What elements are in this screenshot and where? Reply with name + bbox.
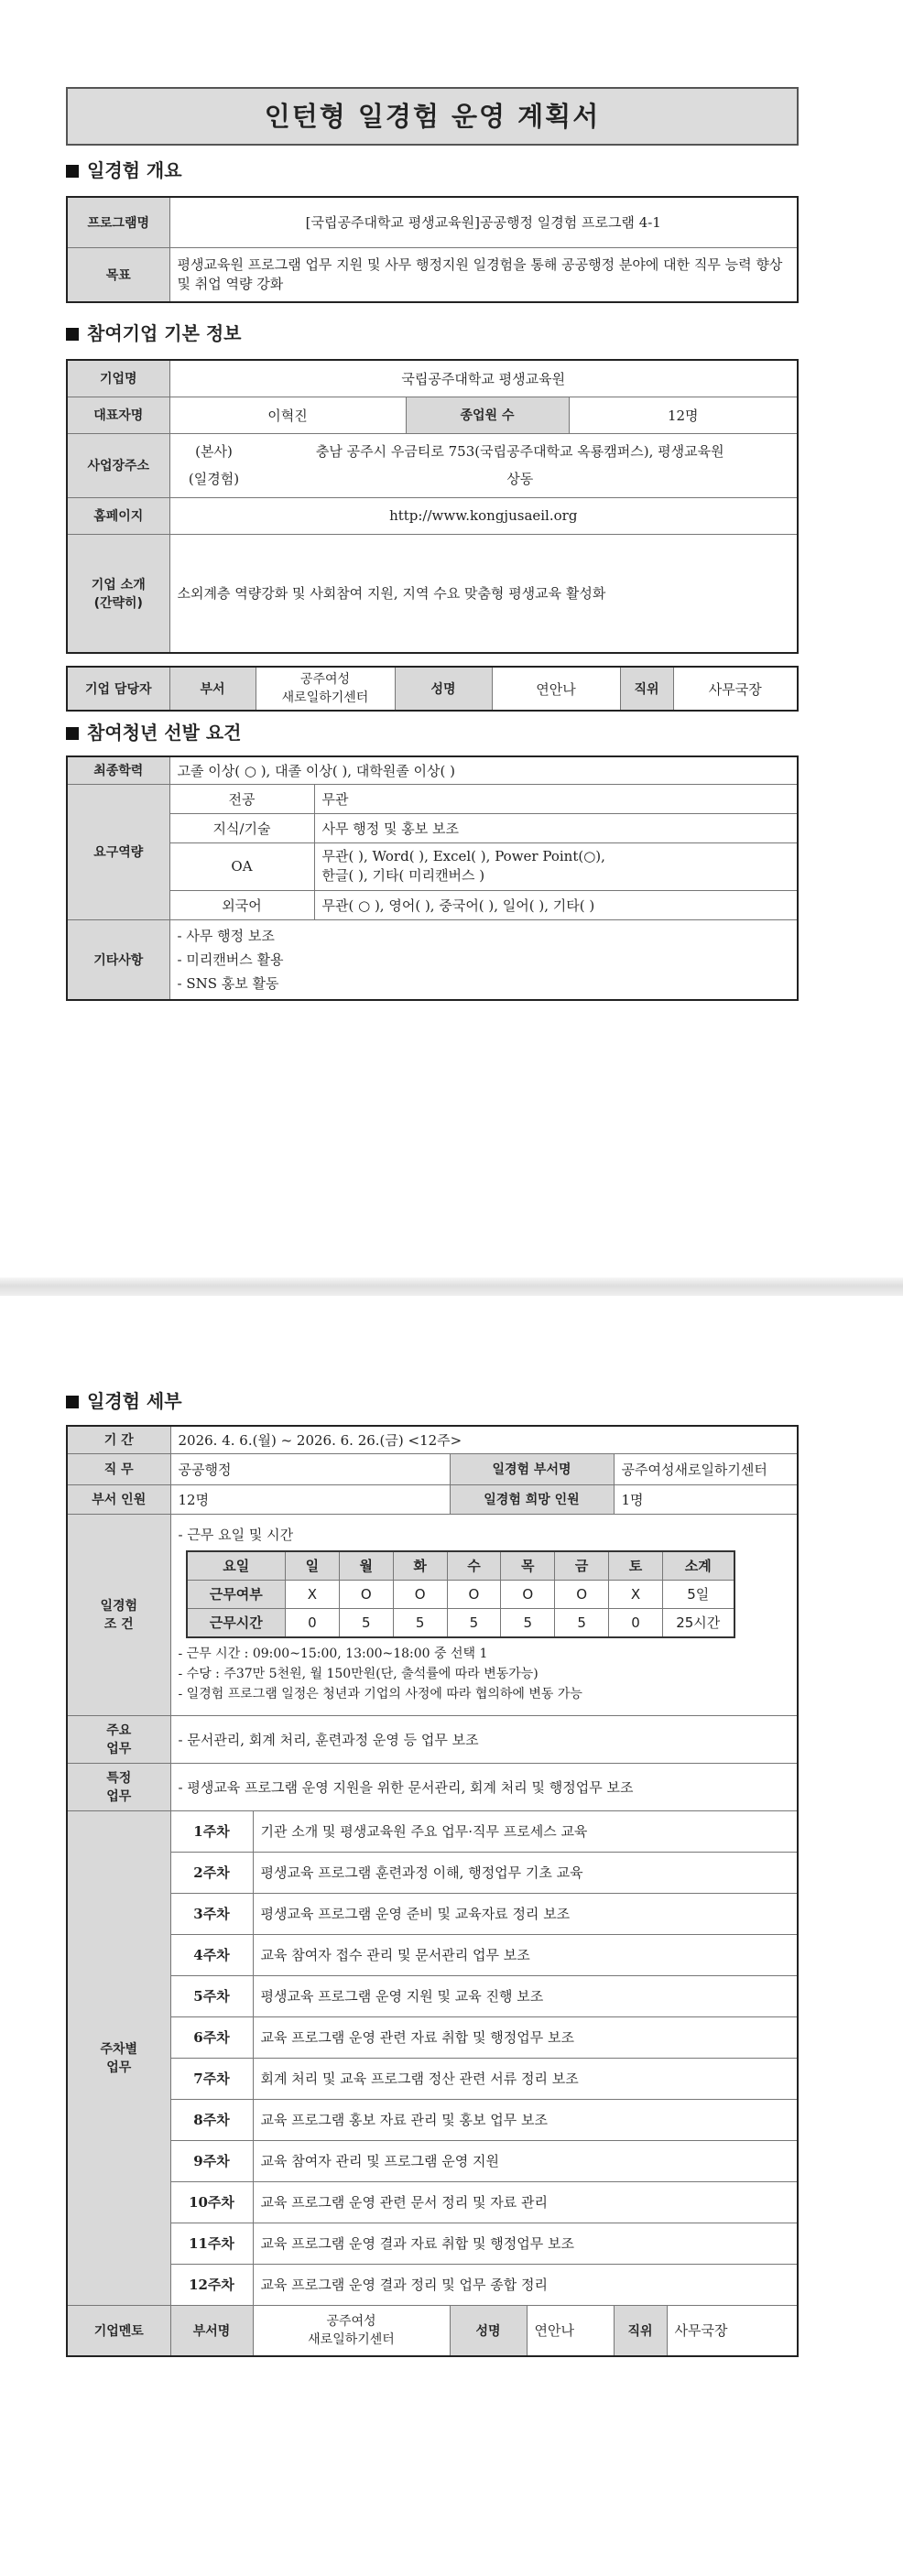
dept-name-value: 공주여성새로일하기센터	[614, 1453, 798, 1484]
selection-table	[66, 755, 799, 1001]
required-skills-label: 요구역량	[67, 784, 169, 919]
program-name-value: [국립공주대학교 평생교육원]공공행정 일경험 프로그램 4-1	[169, 197, 798, 247]
work-schedule-table	[186, 1550, 735, 1638]
ceo-label: 대표자명	[67, 397, 169, 433]
section-heading-company: 참여기업 기본 정보	[66, 320, 799, 347]
week-task: 교육 참여자 접수 관리 및 문서관리 업무 보조	[253, 1934, 798, 1975]
special-duty-label: 특정 업무	[67, 1763, 170, 1810]
week-task: 교육 프로그램 운영 관련 자료 취합 및 행정업무 보조	[253, 2016, 798, 2058]
mentor-name-value: 연안나	[527, 2305, 614, 2356]
week-number: 7주차	[170, 2058, 253, 2099]
address-hq-value: 충남 공주시 우금티로 753(국립공주대학교 옥룡캠퍼스), 평생교육원	[315, 443, 724, 460]
weekly-duty-label: 주차별 업무	[67, 1810, 170, 2305]
contact-name-value: 연안나	[492, 667, 620, 711]
contact-position-label: 직위	[620, 667, 673, 711]
main-duty-label: 주요 업무	[67, 1715, 170, 1763]
address-value	[169, 433, 798, 497]
week-number: 12주차	[170, 2264, 253, 2305]
week-number: 3주차	[170, 1893, 253, 1934]
goal-label: 목표	[67, 247, 169, 302]
language-value: 무관( ○ ), 영어( ), 중국어( ), 일어( ), 기타( )	[314, 890, 798, 919]
week-row	[67, 2223, 798, 2264]
mentor-position-label: 직위	[614, 2305, 667, 2356]
week-row	[67, 2264, 798, 2305]
contact-dept-value: 공주여성 새로일하기센터	[256, 667, 395, 711]
job-value: 공공행정	[170, 1453, 450, 1484]
week-row	[67, 2140, 798, 2181]
language-label: 외국어	[169, 890, 314, 919]
square-bullet-icon	[66, 165, 79, 178]
section-heading-overview: 일경험 개요	[66, 157, 799, 184]
document-page-2	[66, 1387, 799, 2357]
document-title: 인턴형 일경험 운영 계획서	[66, 87, 799, 146]
etc-value: - 사무 행정 보조 - 미리캔버스 활용 - SNS 홍보 활동	[169, 919, 798, 1000]
contact-position-value: 사무국장	[673, 667, 798, 711]
week-task: 교육 프로그램 운영 결과 자료 취합 및 행정업무 보조	[253, 2223, 798, 2264]
skill-value: 사무 행정 및 홍보 보조	[314, 813, 798, 842]
week-task: 교육 프로그램 운영 결과 정리 및 업무 종합 정리	[253, 2264, 798, 2305]
conditions-intro: - 근무 요일 및 시간	[178, 1526, 294, 1543]
company-intro-label: 기업 소개 (간략히)	[67, 534, 169, 653]
oa-value: 무관( ), Word( ), Excel( ), Power Point(○), 한글( ), 기타( 미리캔버스 )	[314, 842, 798, 890]
mentor-label: 기업멘토	[67, 2305, 170, 2356]
main-duty-value: - 문서관리, 회계 처리, 훈련과정 운영 등 업무 보조	[170, 1715, 798, 1763]
week-number: 9주차	[170, 2140, 253, 2181]
mentor-position-value: 사무국장	[667, 2305, 798, 2356]
week-number: 5주차	[170, 1975, 253, 2016]
week-task: 교육 프로그램 운영 관련 문서 정리 및 자료 관리	[253, 2181, 798, 2223]
ceo-value: 이혁진	[169, 397, 406, 433]
address-work-tag: (일경험)	[188, 471, 240, 487]
week-row	[67, 2181, 798, 2223]
conditions-notes: - 근무 시간 : 09:00~15:00, 13:00~18:00 중 선택 1 - 수당 : 주37만 5천원, 월 150만원(단, 출석률에 따라 변동가능) - 일경험 프로그램 일정은 청년과 기업의 사정에 따라 협의하에 변동 가능	[178, 1646, 582, 1701]
week-task: 교육 참여자 관리 및 프로그램 운영 지원	[253, 2140, 798, 2181]
section-heading-detail: 일경험 세부	[66, 1387, 799, 1415]
week-task: 평생교육 프로그램 훈련과정 이해, 행정업무 기초 교육	[253, 1852, 798, 1893]
week-number: 10주차	[170, 2181, 253, 2223]
week-task: 기관 소개 및 평생교육원 주요 업무·직무 프로세스 교육	[253, 1810, 798, 1852]
schedule-header-row: 요일 일 월 화 수 목 금 토 소계	[187, 1551, 734, 1581]
square-bullet-icon	[66, 328, 79, 341]
week-task: 평생교육 프로그램 운영 지원 및 교육 진행 보조	[253, 1975, 798, 2016]
week-number: 1주차	[170, 1810, 253, 1852]
hope-count-value: 1명	[614, 1484, 798, 1514]
mentor-dept-value: 공주여성 새로일하기센터	[253, 2305, 450, 2356]
week-number: 4주차	[170, 1934, 253, 1975]
company-contact-table	[66, 666, 799, 712]
major-value: 무관	[314, 784, 798, 813]
company-info-table	[66, 359, 799, 654]
homepage-link[interactable]: http://www.kongjusaeil.org	[169, 497, 798, 534]
week-row	[67, 1934, 798, 1975]
period-value: 2026. 4. 6.(월) ~ 2026. 6. 26.(금) <12주>	[170, 1426, 798, 1453]
week-number: 6주차	[170, 2016, 253, 2058]
contact-name-label: 성명	[395, 667, 492, 711]
company-name-value: 국립공주대학교 평생교육원	[169, 360, 798, 397]
week-row	[67, 2058, 798, 2099]
conditions-value	[170, 1514, 798, 1715]
contact-label: 기업 담당자	[67, 667, 169, 711]
overview-table	[66, 196, 799, 303]
skill-label: 지식/기술	[169, 813, 314, 842]
goal-value: 평생교육원 프로그램 업무 지원 및 사무 행정지원 일경험을 통해 공공행정 분야에 대한 직무 능력 향상 및 취업 역량 강화	[169, 247, 798, 302]
square-bullet-icon	[66, 727, 79, 740]
job-label: 직 무	[67, 1453, 170, 1484]
hope-count-label: 일경험 희망 인원	[450, 1484, 614, 1514]
address-hq-tag: (본사)	[195, 443, 233, 460]
etc-label: 기타사항	[67, 919, 169, 1000]
week-row	[67, 2016, 798, 2058]
week-row	[67, 1810, 798, 1852]
special-duty-value: - 평생교육 프로그램 운영 지원을 위한 문서관리, 회계 처리 및 행정업무 보조	[170, 1763, 798, 1810]
week-number: 8주차	[170, 2099, 253, 2140]
week-task: 교육 프로그램 홍보 자료 관리 및 홍보 업무 보조	[253, 2099, 798, 2140]
company-name-label: 기업명	[67, 360, 169, 397]
mentor-name-label: 성명	[450, 2305, 527, 2356]
week-row	[67, 1852, 798, 1893]
education-label: 최종학력	[67, 756, 169, 784]
week-row	[67, 1893, 798, 1934]
schedule-hours-row: 근무시간 0 5 5 5 5 5 0 25시간	[187, 1608, 734, 1637]
major-label: 전공	[169, 784, 314, 813]
program-name-label: 프로그램명	[67, 197, 169, 247]
company-intro-value: 소외계층 역량강화 및 사회참여 지원, 지역 수요 맞춤형 평생교육 활성화	[169, 534, 798, 653]
conditions-label: 일경험 조 건	[67, 1514, 170, 1715]
oa-label: OA	[169, 842, 314, 890]
document-page-1	[66, 87, 799, 1001]
week-number: 2주차	[170, 1852, 253, 1893]
address-label: 사업장주소	[67, 433, 169, 497]
week-row	[67, 1975, 798, 2016]
page-separator	[0, 1277, 903, 1296]
homepage-label: 홈페이지	[67, 497, 169, 534]
dept-name-label: 일경험 부서명	[450, 1453, 614, 1484]
week-row	[67, 2099, 798, 2140]
section-heading-selection: 참여청년 선발 요건	[66, 719, 799, 746]
schedule-workday-row: 근무여부 X O O O O O X 5일	[187, 1580, 734, 1608]
detail-table	[66, 1425, 799, 2357]
employee-count-value: 12명	[569, 397, 798, 433]
staff-value: 12명	[170, 1484, 450, 1514]
square-bullet-icon	[66, 1396, 79, 1408]
staff-label: 부서 인원	[67, 1484, 170, 1514]
address-work-value: 상동	[506, 471, 534, 487]
week-number: 11주차	[170, 2223, 253, 2264]
employee-count-label: 종업원 수	[406, 397, 569, 433]
week-task: 평생교육 프로그램 운영 준비 및 교육자료 정리 보조	[253, 1893, 798, 1934]
education-value: 고졸 이상( ○ ), 대졸 이상( ), 대학원졸 이상( )	[169, 756, 798, 784]
contact-dept-label: 부서	[169, 667, 256, 711]
period-label: 기 간	[67, 1426, 170, 1453]
week-task: 회계 처리 및 교육 프로그램 정산 관련 서류 정리 보조	[253, 2058, 798, 2099]
mentor-dept-label: 부서명	[170, 2305, 253, 2356]
